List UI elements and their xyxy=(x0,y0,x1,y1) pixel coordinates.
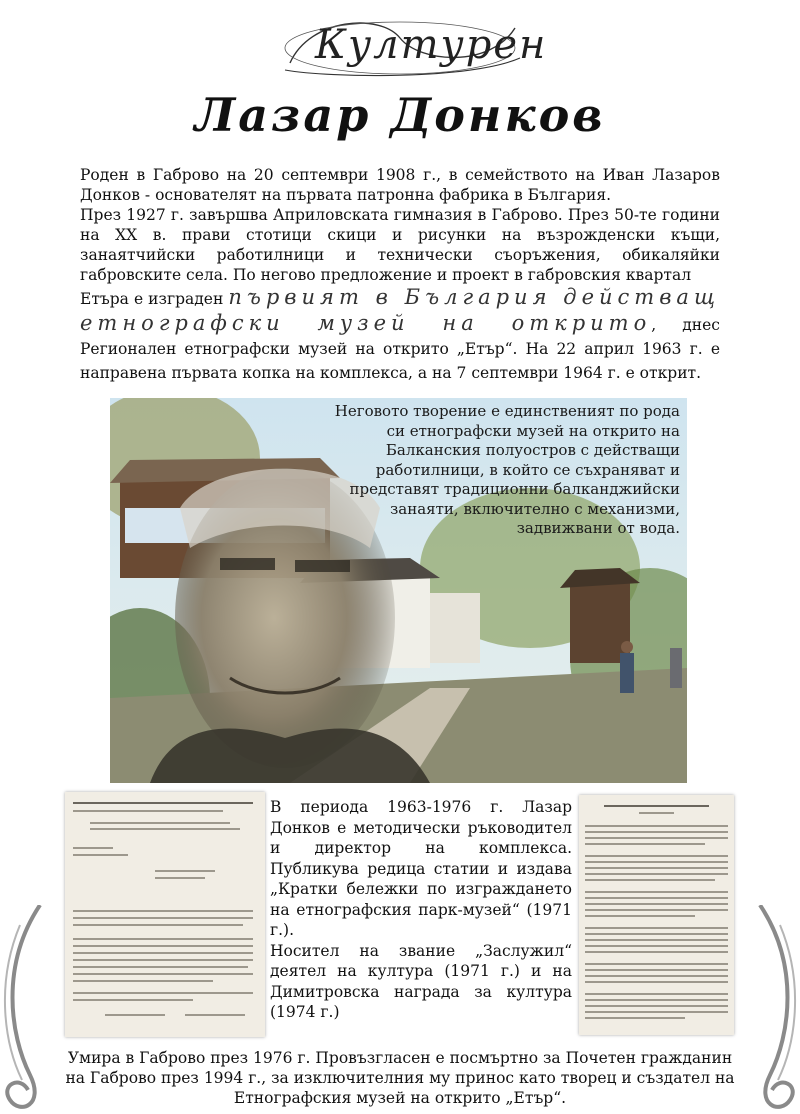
career-paragraph-1: В периода 1963-1976 г. Лазар Донков е методически ръководител и директор на комплекса. Публикува редица статии и издава „Кратки бележки по изграждането на етнографския парк-музей“ (1971 г.). xyxy=(270,798,572,939)
intro-p3-start: Етъра е изграден xyxy=(80,290,224,308)
right-swirl-ornament xyxy=(740,905,800,1114)
photo-caption: Неговото творение е единственият по рода си етнографски музей на открито на Балканския полуостров с действащи работилници, в който се съхраняват и представят традиционни балканджийски занаяти, включително с механизми, задвижвани от вода. xyxy=(334,402,680,537)
intro-section xyxy=(80,165,720,385)
archival-letter-image xyxy=(65,792,265,1037)
page-title: Лазар Донков xyxy=(194,88,606,142)
career-section xyxy=(270,797,572,1023)
logo-text: Културен xyxy=(315,22,548,68)
career-paragraph-2: Носител на звание „Заслужил“ деятел на култура (1971 г.) и на Димитровска награда за култура (1974 г.) xyxy=(270,941,572,1021)
archival-document-image xyxy=(579,795,734,1035)
intro-paragraph-1: Роден в Габрово на 20 септември 1908 г., в семейството на Иван Лазаров Донков - основателят на първата патронна фабрика в България. xyxy=(80,166,720,204)
intro-paragraph-2: През 1927 г. завършва Априловската гимназия в Габрово. През 50-те години на XX в. прави стотици скици и рисунки на възрожденски къщи, занаятчийски работилници и технически съоръжения, обикаляйки габровските села. По негово предложение и проект в габровския квартал xyxy=(80,206,720,284)
left-swirl-ornament xyxy=(0,905,60,1114)
intro-p3-end: , днес Регионален етнографски музей на открито „Етър“. На 22 април 1963 г. е направена първата копка на комплекса, а на 7 септември 1964 г. е открит. xyxy=(80,316,720,382)
intro-paragraph-3 xyxy=(80,285,720,385)
culture-logo xyxy=(270,8,548,88)
intro-p3-highlight: първият в България действащ етнографски музей на открито xyxy=(80,285,720,335)
footer-paragraph: Умира в Габрово през 1976 г. Провъзгласен е посмъртно за Почетен гражданин на Габрово през 1994 г., за изключителния му принос като творец и създател на Етнографския музей на открито „Етър“. xyxy=(65,1049,735,1107)
